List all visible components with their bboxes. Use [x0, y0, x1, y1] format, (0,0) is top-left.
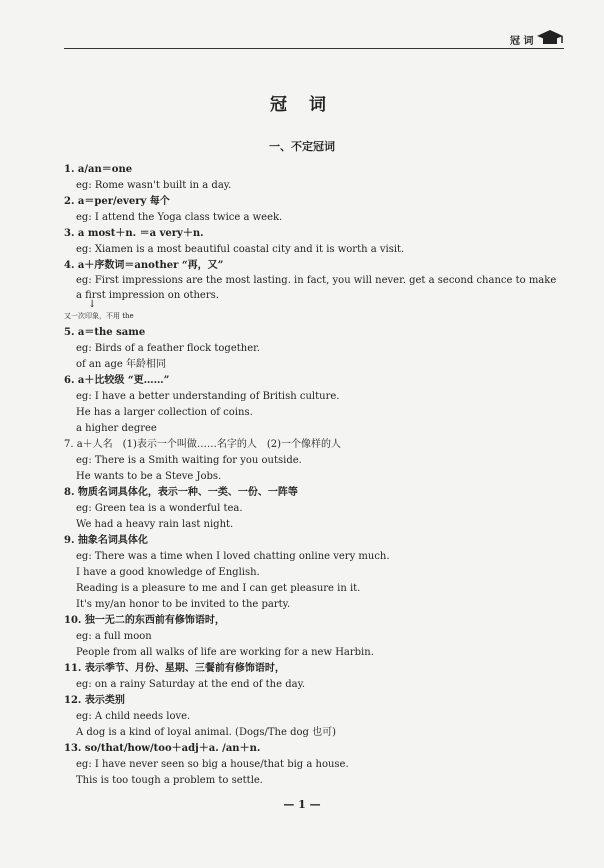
rule-heading: 6. a＋比较级 “更……”: [64, 375, 170, 386]
rule-heading: 10. 独一无二的东西前有修饰语时，: [64, 615, 225, 626]
example-sentence: People from all walks of life are working for a new Harbin.: [76, 647, 374, 658]
rule-heading: 4. a＋序数词＝another “再，又”: [64, 260, 224, 271]
page-number: — 1 —: [283, 798, 321, 811]
section-title: 一、不定冠词: [269, 140, 335, 153]
example-sentence: Reading is a pleasure to me and I can get pleasure in it.: [76, 583, 361, 594]
rule-heading: 5. a＝the same: [64, 327, 146, 338]
example-sentence: eg: A child needs love.: [76, 711, 191, 722]
example-sentence: eg: I attend the Yoga class twice a week.: [76, 212, 283, 223]
example-sentence: of an age 年龄相同: [76, 359, 166, 370]
example-sentence: He has a larger collection of coins.: [76, 407, 253, 418]
example-sentence: It's my/an honor to be invited to the party.: [76, 599, 291, 610]
example-sentence: He wants to be a Steve Jobs.: [76, 471, 222, 482]
rule-heading: 2. a＝per/every 每个: [64, 196, 170, 207]
example-sentence: eg: Birds of a feather flock together.: [76, 343, 260, 354]
header-rule: [64, 48, 564, 49]
rule-heading: 12. 表示类别: [64, 695, 125, 706]
example-sentence: eg: There is a Smith waiting for you outside.: [76, 455, 302, 466]
rule-heading: 9. 抽象名词具体化: [64, 535, 148, 546]
example-sentence: eg: Xiamen is a most beautiful coastal city and it is worth a visit.: [76, 244, 405, 255]
annotation-text: 又一次印象，不用 the: [64, 312, 134, 320]
content-body: [64, 162, 564, 789]
rule-heading: 1. a/an＝one: [64, 164, 133, 175]
example-sentence: eg: Green tea is a wonderful tea.: [76, 503, 243, 514]
running-header-label: 冠 词: [510, 36, 534, 47]
graduation-cap-icon: [536, 28, 564, 46]
example-sentence: eg: on a rainy Saturday at the end of the day.: [76, 679, 306, 690]
example-sentence: We had a heavy rain last night.: [76, 519, 234, 530]
example-sentence: eg: First impressions are the most lasting. in fact, you will never. get a second chance to make a first impression on others.: [76, 275, 557, 301]
example-sentence: eg: There was a time when I loved chatting online very much.: [76, 551, 390, 562]
rule-heading: 8. 物质名词具体化，表示一种、一类、一份、一阵等: [64, 487, 298, 498]
rule-heading: 13. so/that/how/too＋adj＋a. /an＋n.: [64, 743, 261, 754]
example-sentence: eg: I have never seen so big a house/that big a house.: [76, 759, 349, 770]
rule-heading: 11. 表示季节、月份、星期、三餐前有修饰语时，: [64, 663, 285, 674]
rule-heading: 3. a most＋n. ＝a very＋n.: [64, 228, 204, 239]
example-sentence: eg: a full moon: [76, 631, 152, 642]
example-sentence: a higher degree: [76, 423, 157, 434]
rule-heading: 7. a＋人名 (1)表示一个叫做……名字的人 (2)一个像样的人: [64, 439, 342, 450]
arrow-down-icon: ↓: [88, 299, 97, 310]
example-sentence: A dog is a kind of loyal animal. (Dogs/The dog 也可): [76, 727, 336, 738]
example-sentence: This is too tough a problem to settle.: [76, 775, 263, 786]
annotation-note: [64, 299, 564, 325]
example-sentence: eg: I have a better understanding of British culture.: [76, 391, 340, 402]
example-sentence: eg: Rome wasn't built in a day.: [76, 180, 232, 191]
page-title: 冠 词: [270, 95, 334, 115]
example-sentence: I have a good knowledge of English.: [76, 567, 260, 578]
